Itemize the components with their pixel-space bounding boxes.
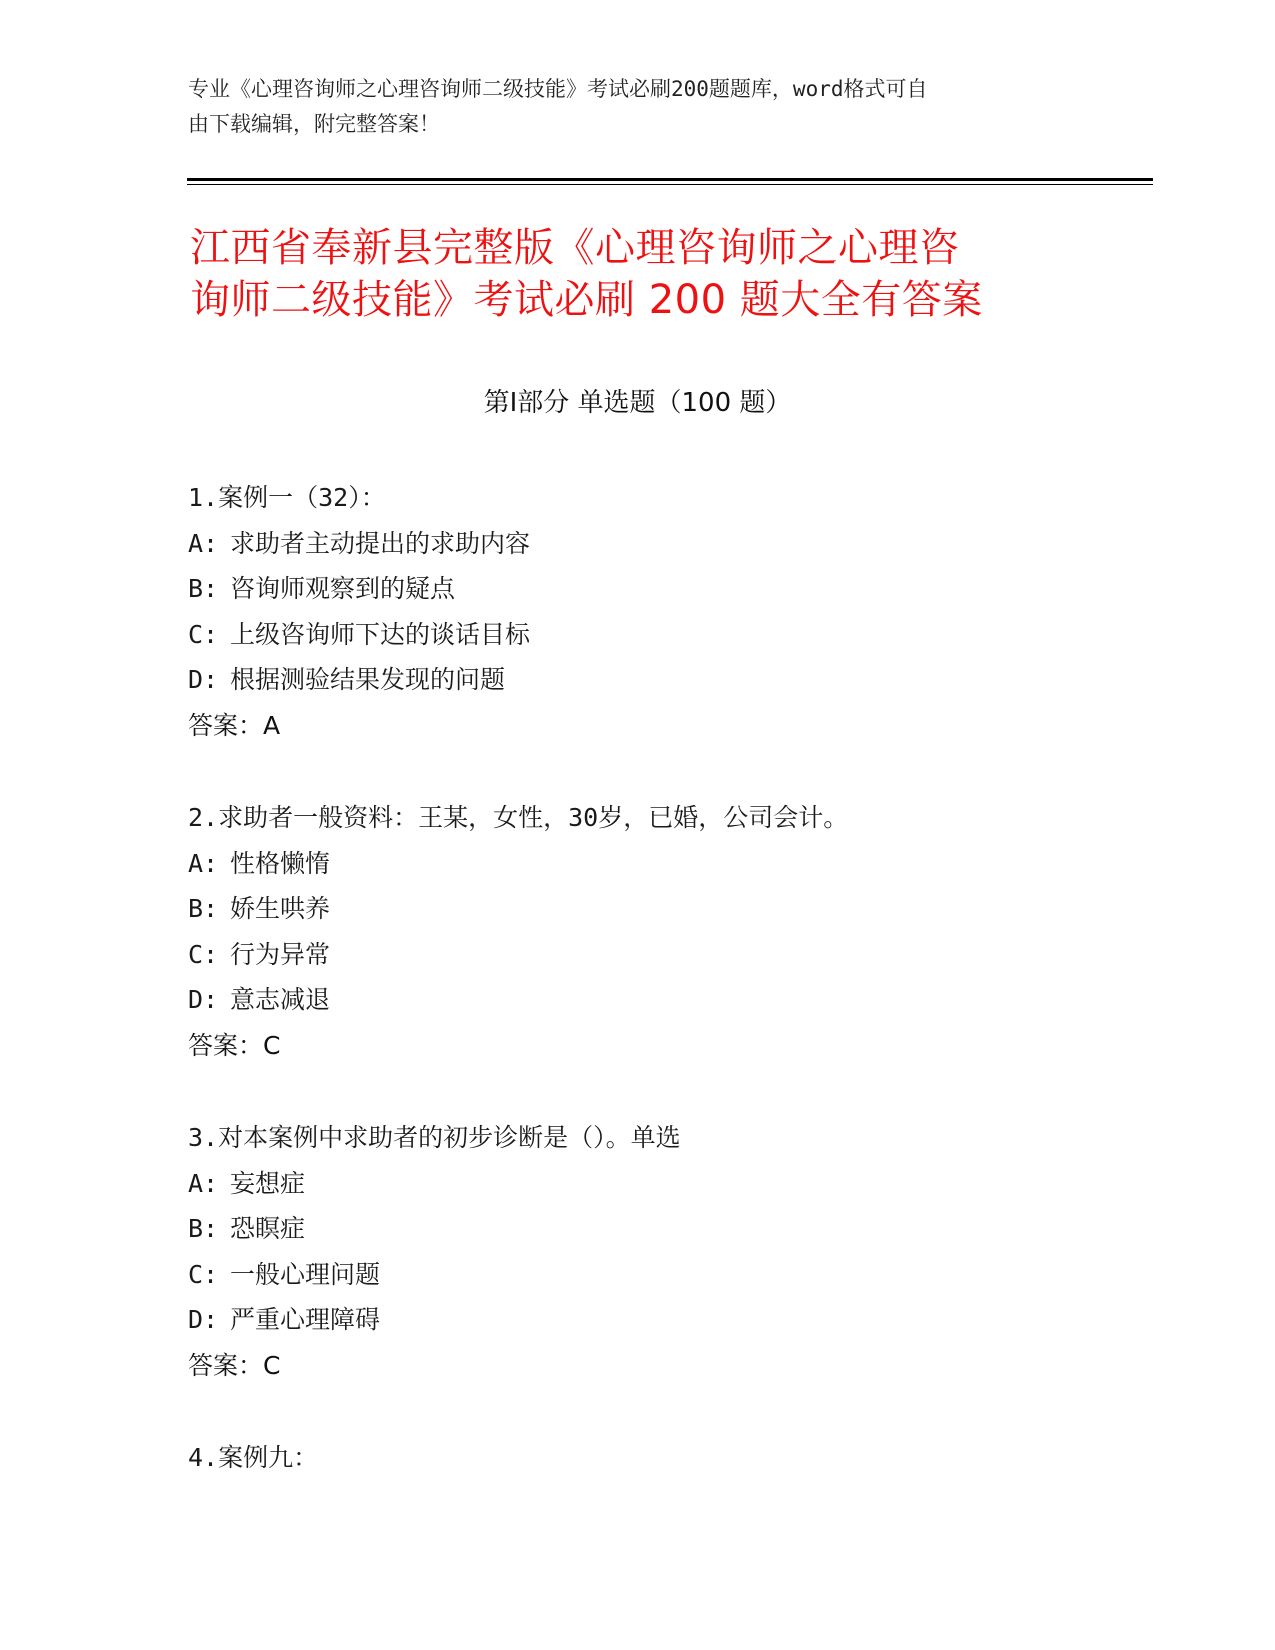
header-divider-thick — [187, 178, 1153, 181]
option-key: C: — [188, 939, 219, 969]
document-title-line-2: 询师二级技能》考试必刷 200 题大全有答案 — [190, 277, 983, 323]
option-text: 娇生哄养 — [230, 894, 331, 923]
document-title-line-1: 江西省奉新县完整版《心理咨询师之心理咨 — [190, 225, 960, 271]
option-key: A: — [188, 848, 219, 878]
option-a — [188, 1161, 1148, 1207]
answer-line: 答案：C — [188, 1350, 281, 1380]
option-key: A: — [188, 1168, 219, 1198]
option-text: 上级咨询师下达的谈话目标 — [230, 619, 531, 649]
option-text: 求助者主动提出的求助内容 — [230, 528, 531, 558]
question-item — [188, 1115, 1148, 1388]
option-c — [188, 612, 1148, 658]
option-key: D: — [188, 1305, 219, 1334]
question-list — [188, 475, 1148, 1528]
option-text: 行为异常 — [230, 939, 331, 969]
option-text: 一般心理问题 — [230, 1259, 381, 1289]
option-key: C: — [188, 619, 219, 649]
question-stem: 2.求助者一般资料：王某，女性，30岁，已婚，公司会计。 — [188, 803, 849, 832]
option-key: D: — [188, 665, 219, 694]
option-d — [188, 1297, 1148, 1343]
option-b — [188, 566, 1148, 612]
option-text: 妄想症 — [230, 1168, 306, 1198]
section-title: 第Ⅰ部分 单选题（100 题） — [483, 388, 792, 418]
option-key: C: — [188, 1259, 219, 1289]
option-d — [188, 657, 1148, 703]
answer-line: 答案：C — [188, 1030, 281, 1060]
option-text: 恐瞑症 — [230, 1214, 306, 1243]
header-note-line-2: 由下载编辑，附完整答案！ — [188, 112, 440, 136]
question-stem: 3.对本案例中求助者的初步诊断是（）。单选 — [188, 1123, 681, 1152]
option-key: D: — [188, 985, 219, 1014]
document-title — [190, 222, 1090, 326]
option-key: B: — [188, 574, 219, 603]
option-b — [188, 886, 1148, 932]
header-note — [188, 72, 1088, 142]
option-c — [188, 1252, 1148, 1298]
option-d — [188, 977, 1148, 1023]
option-text: 性格懒惰 — [230, 848, 331, 878]
header-divider-thin — [187, 184, 1153, 185]
answer-line: 答案：A — [188, 710, 281, 740]
question-item — [188, 1435, 1148, 1481]
question-item — [188, 795, 1148, 1068]
option-c — [188, 932, 1148, 978]
option-a — [188, 521, 1148, 567]
option-text: 咨询师观察到的疑点 — [230, 574, 456, 603]
option-key: B: — [188, 1214, 219, 1243]
option-key: A: — [188, 528, 219, 558]
header-note-line-1: 专业《心理咨询师之心理咨询师二级技能》考试必刷200题题库，word格式可自 — [188, 77, 928, 101]
question-item — [188, 475, 1148, 748]
option-b — [188, 1206, 1148, 1252]
option-key: B: — [188, 894, 219, 923]
option-text: 意志减退 — [230, 985, 331, 1014]
question-stem: 4.案例九： — [188, 1443, 319, 1472]
option-text: 根据测验结果发现的问题 — [230, 665, 506, 694]
option-a — [188, 841, 1148, 887]
option-text: 严重心理障碍 — [230, 1305, 381, 1334]
question-stem: 1.案例一（32）： — [188, 483, 386, 512]
